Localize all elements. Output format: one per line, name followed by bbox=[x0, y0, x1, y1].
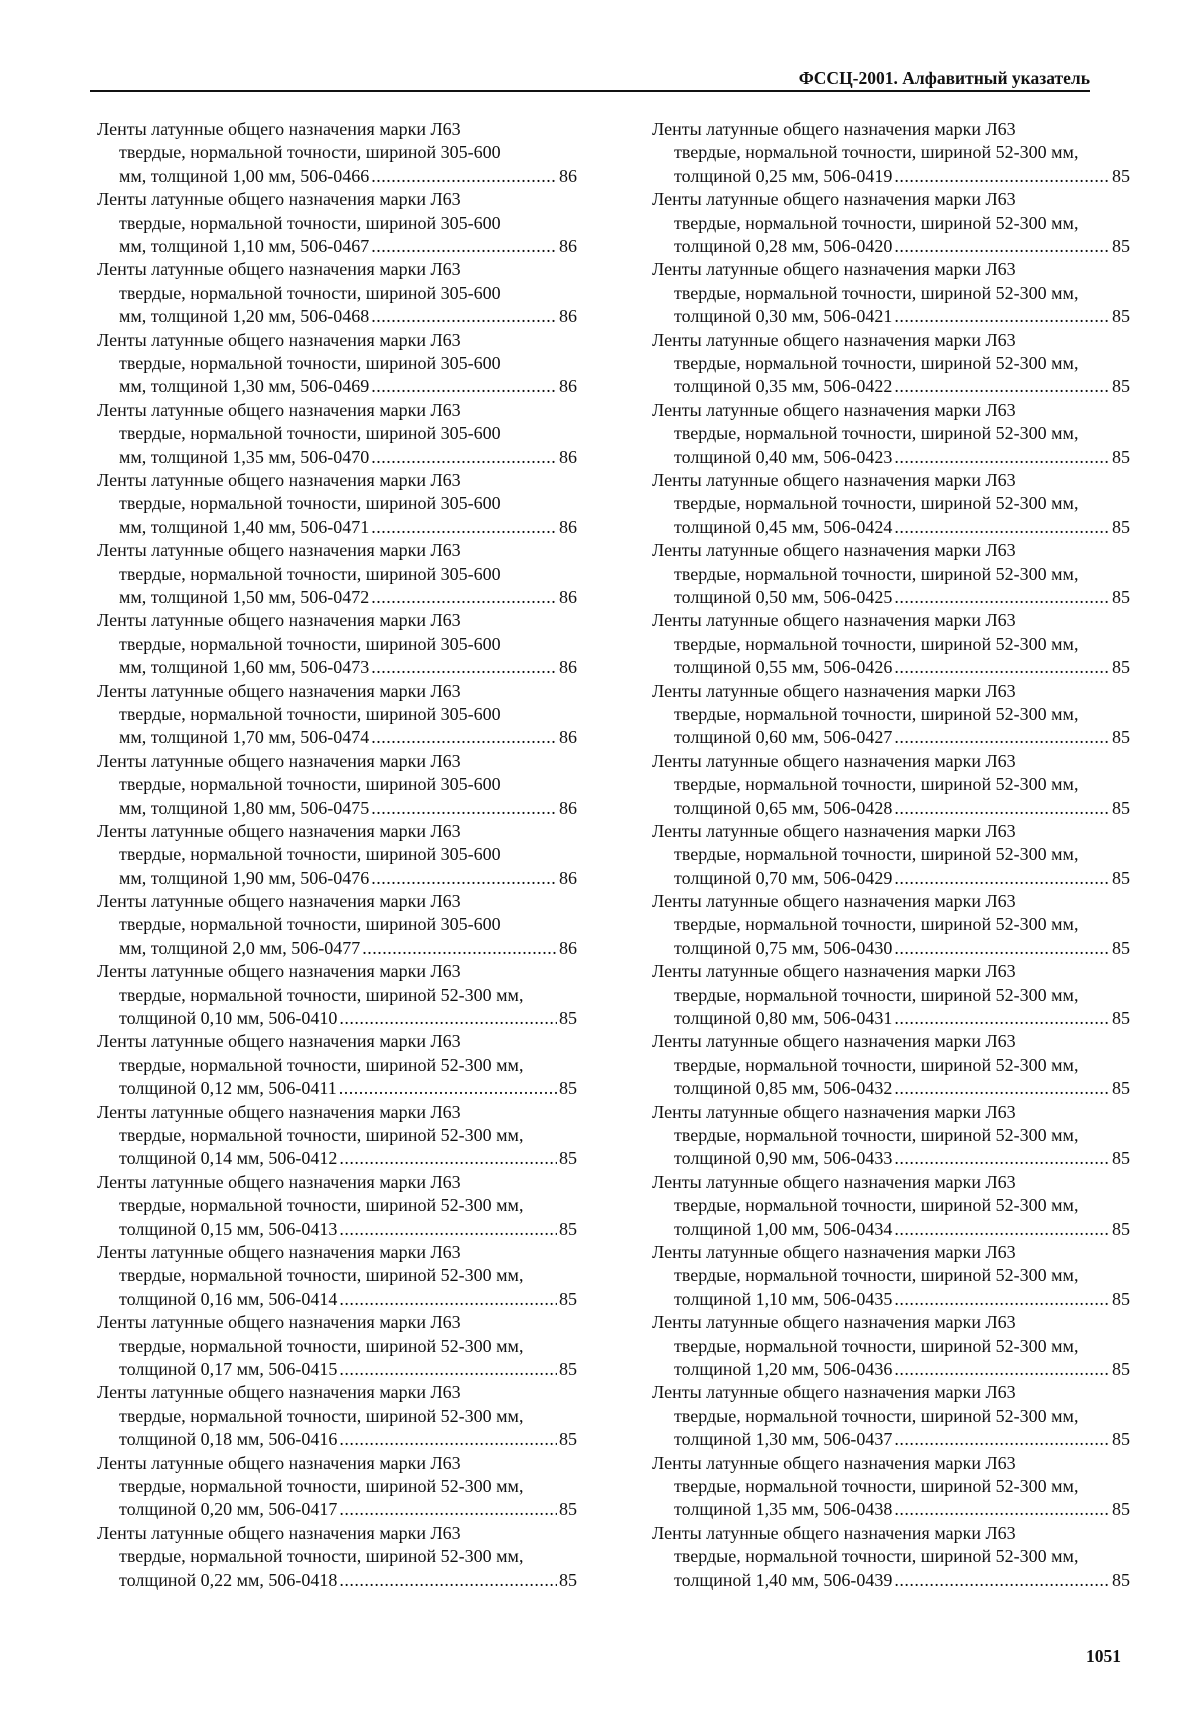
index-entry bbox=[652, 1171, 1130, 1241]
entry-text: толщиной 1,00 мм, 506-0434 bbox=[674, 1218, 893, 1239]
index-entry bbox=[97, 1241, 577, 1311]
dot-leader bbox=[371, 305, 557, 328]
index-entry bbox=[652, 680, 1130, 750]
dot-leader bbox=[339, 1007, 557, 1030]
dot-leader bbox=[894, 656, 1110, 679]
index-column-right bbox=[652, 118, 1130, 1592]
entry-line-1: Ленты латунные общего назначения марки Л63 bbox=[652, 1101, 1016, 1122]
dot-leader bbox=[371, 867, 557, 890]
entry-line-1: Ленты латунные общего назначения марки Л63 bbox=[97, 1101, 461, 1122]
index-entry bbox=[652, 539, 1130, 609]
dot-leader bbox=[894, 1569, 1110, 1592]
entry-line-2: твердые, нормальной точности, шириной 52-300 мм, bbox=[674, 352, 1079, 373]
entry-line-1: Ленты латунные общего назначения марки Л63 bbox=[652, 259, 1016, 280]
entry-text: мм, толщиной 1,30 мм, 506-0469 bbox=[119, 376, 370, 397]
page-number: 1051 bbox=[1086, 1646, 1121, 1666]
entry-line-1: Ленты латунные общего назначения марки Л63 bbox=[97, 961, 461, 982]
entry-line-2: твердые, нормальной точности, шириной 52-300 мм, bbox=[674, 844, 1079, 865]
entry-text: толщиной 0,30 мм, 506-0421 bbox=[674, 306, 893, 327]
entry-line-3 bbox=[97, 1498, 577, 1521]
dot-leader bbox=[894, 1218, 1110, 1241]
dot-leader bbox=[371, 165, 557, 188]
entry-line-3 bbox=[97, 375, 577, 398]
dot-leader bbox=[894, 1498, 1110, 1521]
entry-page-ref: 85 bbox=[1112, 1499, 1130, 1520]
entry-page-ref: 85 bbox=[559, 1288, 577, 1309]
entry-text: толщиной 0,18 мм, 506-0416 bbox=[119, 1429, 338, 1450]
entry-line-1: Ленты латунные общего назначения марки Л63 bbox=[97, 189, 461, 210]
entry-line-2: твердые, нормальной точности, шириной 305-600 bbox=[119, 563, 501, 584]
entry-line-3 bbox=[97, 1077, 577, 1100]
entry-line-2: твердые, нормальной точности, шириной 52-300 мм, bbox=[674, 774, 1079, 795]
entry-line-2: твердые, нормальной точности, шириной 52-300 мм, bbox=[674, 914, 1079, 935]
index-entry bbox=[652, 329, 1130, 399]
dot-leader bbox=[894, 1358, 1110, 1381]
entry-line-3 bbox=[97, 1358, 577, 1381]
entry-line-1: Ленты латунные общего назначения марки Л63 bbox=[97, 750, 461, 771]
dot-leader bbox=[371, 656, 557, 679]
dot-leader bbox=[339, 1077, 557, 1100]
entry-line-2: твердые, нормальной точности, шириной 52-300 мм, bbox=[674, 493, 1079, 514]
entry-line-3 bbox=[652, 235, 1130, 258]
entry-line-3 bbox=[97, 1569, 577, 1592]
entry-page-ref: 85 bbox=[559, 1078, 577, 1099]
entry-page-ref: 86 bbox=[559, 516, 577, 537]
entry-line-2: твердые, нормальной точности, шириной 52-300 мм, bbox=[119, 1054, 524, 1075]
dot-leader bbox=[894, 1288, 1110, 1311]
entry-line-3 bbox=[97, 1288, 577, 1311]
entry-line-1: Ленты латунные общего назначения марки Л63 bbox=[97, 680, 461, 701]
index-entry bbox=[652, 890, 1130, 960]
entry-line-1: Ленты латунные общего назначения марки Л63 bbox=[97, 469, 461, 490]
index-entry bbox=[652, 469, 1130, 539]
entry-line-2: твердые, нормальной точности, шириной 52-300 мм, bbox=[674, 423, 1079, 444]
entry-page-ref: 85 bbox=[1112, 236, 1130, 256]
entry-line-2: твердые, нормальной точности, шириной 52-300 мм, bbox=[119, 1546, 524, 1567]
entry-line-2: твердые, нормальной точности, шириной 305-600 bbox=[119, 844, 501, 865]
entry-line-1: Ленты латунные общего назначения марки Л63 bbox=[652, 820, 1016, 841]
entry-page-ref: 85 bbox=[1112, 516, 1130, 537]
entry-line-3 bbox=[652, 726, 1130, 749]
entry-page-ref: 85 bbox=[1112, 937, 1130, 958]
entry-line-3 bbox=[97, 235, 577, 258]
index-entry bbox=[97, 399, 577, 469]
entry-line-3 bbox=[652, 586, 1130, 609]
index-entry bbox=[97, 680, 577, 750]
index-entry bbox=[97, 820, 577, 890]
entry-line-1: Ленты латунные общего назначения марки Л63 bbox=[652, 961, 1016, 982]
dot-leader bbox=[894, 1077, 1110, 1100]
entry-line-1: Ленты латунные общего назначения марки Л63 bbox=[652, 189, 1016, 210]
dot-leader bbox=[894, 726, 1110, 749]
entry-line-1: Ленты латунные общего назначения марки Л63 bbox=[97, 891, 461, 912]
entry-page-ref: 85 bbox=[1112, 586, 1130, 607]
entry-text: мм, толщиной 1,35 мм, 506-0470 bbox=[119, 446, 370, 467]
entry-line-1: Ленты латунные общего назначения марки Л63 bbox=[97, 1242, 461, 1262]
entry-page-ref: 85 bbox=[1112, 1008, 1130, 1029]
entry-line-2: твердые, нормальной точности, шириной 52-300 мм, bbox=[119, 1475, 524, 1496]
index-entry bbox=[97, 960, 577, 1030]
entry-page-ref: 86 bbox=[559, 937, 577, 958]
index-entry bbox=[652, 1452, 1130, 1522]
entry-line-1: Ленты латунные общего назначения марки Л63 bbox=[652, 540, 1016, 561]
entry-line-1: Ленты латунные общего назначения марки Л63 bbox=[97, 119, 461, 139]
entry-text: толщиной 1,35 мм, 506-0438 bbox=[674, 1499, 893, 1520]
dot-leader bbox=[894, 797, 1110, 820]
entry-line-1: Ленты латунные общего назначения марки Л63 bbox=[652, 680, 1016, 701]
index-entry bbox=[652, 1030, 1130, 1100]
entry-page-ref: 86 bbox=[559, 165, 577, 186]
entry-line-1: Ленты латунные общего назначения марки Л63 bbox=[652, 891, 1016, 912]
entry-text: толщиной 0,50 мм, 506-0425 bbox=[674, 586, 893, 607]
index-entry bbox=[652, 258, 1130, 328]
entry-line-1: Ленты латунные общего назначения марки Л63 bbox=[652, 1522, 1016, 1543]
index-entry bbox=[97, 1311, 577, 1381]
entry-line-3 bbox=[97, 937, 577, 960]
entry-line-2: твердые, нормальной точности, шириной 52-300 мм, bbox=[674, 142, 1079, 163]
entry-page-ref: 85 bbox=[1112, 446, 1130, 467]
index-entry bbox=[652, 1101, 1130, 1171]
entry-line-2: твердые, нормальной точности, шириной 305-600 bbox=[119, 142, 501, 163]
entry-text: мм, толщиной 1,90 мм, 506-0476 bbox=[119, 867, 370, 888]
dot-leader bbox=[894, 375, 1110, 398]
entry-text: толщиной 0,10 мм, 506-0410 bbox=[119, 1008, 338, 1029]
dot-leader bbox=[894, 1147, 1110, 1170]
entry-line-3 bbox=[652, 937, 1130, 960]
entry-page-ref: 85 bbox=[1112, 1218, 1130, 1239]
entry-page-ref: 85 bbox=[1112, 867, 1130, 888]
entry-line-3 bbox=[652, 446, 1130, 469]
index-entry bbox=[97, 750, 577, 820]
entry-line-2: твердые, нормальной точности, шириной 52-300 мм, bbox=[119, 1125, 524, 1146]
entry-text: толщиной 0,16 мм, 506-0414 bbox=[119, 1288, 338, 1309]
entry-text: толщиной 0,20 мм, 506-0417 bbox=[119, 1499, 338, 1520]
entry-text: толщиной 1,30 мм, 506-0437 bbox=[674, 1429, 893, 1450]
entry-line-2: твердые, нормальной точности, шириной 52-300 мм, bbox=[674, 1405, 1079, 1426]
entry-page-ref: 86 bbox=[559, 797, 577, 818]
entry-line-1: Ленты латунные общего назначения марки Л63 bbox=[652, 1031, 1016, 1052]
dot-leader bbox=[894, 1428, 1110, 1451]
dot-leader bbox=[371, 516, 557, 539]
entry-text: мм, толщиной 1,20 мм, 506-0468 bbox=[119, 306, 370, 327]
index-entry bbox=[652, 399, 1130, 469]
dot-leader bbox=[894, 305, 1110, 328]
entry-page-ref: 85 bbox=[1112, 306, 1130, 327]
entry-page-ref: 85 bbox=[1112, 1148, 1130, 1169]
entry-line-1: Ленты латунные общего назначения марки Л63 bbox=[652, 1242, 1016, 1262]
dot-leader bbox=[339, 1288, 557, 1311]
entry-line-3 bbox=[97, 656, 577, 679]
index-entry bbox=[97, 1452, 577, 1522]
entry-line-1: Ленты латунные общего назначения марки Л63 bbox=[652, 1312, 1016, 1333]
entry-line-2: твердые, нормальной точности, шириной 52-300 мм, bbox=[119, 1405, 524, 1426]
entry-line-3 bbox=[97, 1428, 577, 1451]
dot-leader bbox=[371, 375, 557, 398]
dot-leader bbox=[894, 516, 1110, 539]
entry-page-ref: 86 bbox=[559, 657, 577, 678]
index-entry bbox=[652, 1241, 1130, 1311]
entry-page-ref: 85 bbox=[1112, 727, 1130, 748]
entry-line-2: твердые, нормальной точности, шириной 52-300 мм, bbox=[674, 1125, 1079, 1146]
entry-line-2: твердые, нормальной точности, шириной 52-300 мм, bbox=[674, 633, 1079, 654]
index-entry bbox=[97, 1101, 577, 1171]
entry-line-1: Ленты латунные общего назначения марки Л63 bbox=[97, 1312, 461, 1333]
index-column-left bbox=[97, 118, 577, 1592]
index-entry bbox=[652, 1381, 1130, 1451]
entry-line-1: Ленты латунные общего назначения марки Л63 bbox=[652, 119, 1016, 139]
entry-line-3 bbox=[652, 867, 1130, 890]
index-entry bbox=[97, 469, 577, 539]
entry-line-3 bbox=[97, 726, 577, 749]
entry-text: толщиной 0,45 мм, 506-0424 bbox=[674, 516, 893, 537]
entry-page-ref: 85 bbox=[1112, 1359, 1130, 1379]
entry-line-3 bbox=[97, 1007, 577, 1030]
entry-line-3 bbox=[652, 1218, 1130, 1241]
entry-line-2: твердые, нормальной точности, шириной 305-600 bbox=[119, 352, 501, 373]
index-entry bbox=[97, 118, 577, 188]
entry-line-1: Ленты латунные общего назначения марки Л63 bbox=[97, 610, 461, 631]
entry-page-ref: 86 bbox=[559, 727, 577, 748]
entry-page-ref: 85 bbox=[559, 1008, 577, 1029]
entry-line-3 bbox=[652, 165, 1130, 188]
entry-line-3 bbox=[97, 1218, 577, 1241]
entry-text: толщиной 0,17 мм, 506-0415 bbox=[119, 1359, 338, 1379]
header-title: ФССЦ-2001. Алфавитный указатель bbox=[798, 68, 1090, 88]
entry-page-ref: 85 bbox=[1112, 165, 1130, 186]
entry-page-ref: 85 bbox=[1112, 797, 1130, 818]
entry-line-1: Ленты латунные общего назначения марки Л63 bbox=[97, 1522, 461, 1543]
entry-page-ref: 85 bbox=[1112, 1078, 1130, 1099]
entry-line-3 bbox=[652, 1077, 1130, 1100]
entry-page-ref: 85 bbox=[559, 1359, 577, 1379]
entry-line-1: Ленты латунные общего назначения марки Л63 bbox=[97, 1452, 461, 1473]
dot-leader bbox=[371, 586, 557, 609]
entry-line-1: Ленты латунные общего назначения марки Л63 bbox=[97, 259, 461, 280]
entry-line-1: Ленты латунные общего назначения марки Л63 bbox=[97, 820, 461, 841]
entry-line-3 bbox=[652, 1428, 1130, 1451]
entry-page-ref: 85 bbox=[559, 1429, 577, 1450]
index-entry bbox=[652, 960, 1130, 1030]
entry-page-ref: 86 bbox=[559, 236, 577, 256]
entry-line-3 bbox=[97, 586, 577, 609]
entry-text: толщиной 0,75 мм, 506-0430 bbox=[674, 937, 893, 958]
entry-line-3 bbox=[97, 446, 577, 469]
entry-line-1: Ленты латунные общего назначения марки Л63 bbox=[97, 329, 461, 350]
entry-line-3 bbox=[97, 516, 577, 539]
entry-text: толщиной 0,28 мм, 506-0420 bbox=[674, 236, 893, 256]
entry-page-ref: 85 bbox=[559, 1218, 577, 1239]
entry-line-2: твердые, нормальной точности, шириной 52-300 мм, bbox=[119, 1265, 524, 1286]
dot-leader bbox=[894, 165, 1110, 188]
dot-leader bbox=[894, 937, 1110, 960]
entry-text: мм, толщиной 1,70 мм, 506-0474 bbox=[119, 727, 370, 748]
entry-line-3 bbox=[652, 305, 1130, 328]
entry-line-1: Ленты латунные общего назначения марки Л63 bbox=[97, 1031, 461, 1052]
entry-text: толщиной 0,55 мм, 506-0426 bbox=[674, 657, 893, 678]
entry-line-1: Ленты латунные общего назначения марки Л63 bbox=[97, 1171, 461, 1192]
entry-line-3 bbox=[97, 1147, 577, 1170]
index-entry bbox=[97, 329, 577, 399]
entry-line-3 bbox=[97, 867, 577, 890]
entry-text: толщиной 0,40 мм, 506-0423 bbox=[674, 446, 893, 467]
entry-line-2: твердые, нормальной точности, шириной 52-300 мм, bbox=[674, 1475, 1079, 1496]
entry-line-2: твердые, нормальной точности, шириной 52-300 мм, bbox=[119, 1195, 524, 1216]
index-entry bbox=[97, 1522, 577, 1592]
dot-leader bbox=[339, 1147, 557, 1170]
index-entry bbox=[97, 1171, 577, 1241]
index-entry bbox=[97, 609, 577, 679]
entry-line-1: Ленты латунные общего назначения марки Л63 bbox=[652, 610, 1016, 631]
entry-page-ref: 86 bbox=[559, 586, 577, 607]
dot-leader bbox=[894, 446, 1110, 469]
entry-line-2: твердые, нормальной точности, шириной 52-300 мм, bbox=[674, 984, 1079, 1005]
entry-line-2: твердые, нормальной точности, шириной 305-600 bbox=[119, 493, 501, 514]
entry-text: мм, толщиной 1,00 мм, 506-0466 bbox=[119, 165, 370, 186]
entry-text: толщиной 0,90 мм, 506-0433 bbox=[674, 1148, 893, 1169]
entry-line-3 bbox=[652, 1288, 1130, 1311]
entry-line-3 bbox=[97, 305, 577, 328]
index-entry bbox=[97, 188, 577, 258]
entry-page-ref: 85 bbox=[1112, 1569, 1130, 1590]
entry-line-2: твердые, нормальной точности, шириной 305-600 bbox=[119, 703, 501, 724]
entry-line-3 bbox=[652, 1569, 1130, 1592]
entry-text: толщиной 0,12 мм, 506-0411 bbox=[119, 1078, 337, 1099]
entry-line-2: твердые, нормальной точности, шириной 305-600 bbox=[119, 774, 501, 795]
entry-line-2: твердые, нормальной точности, шириной 52-300 мм, bbox=[674, 563, 1079, 584]
entry-line-2: твердые, нормальной точности, шириной 52-300 мм, bbox=[674, 1195, 1079, 1216]
dot-leader bbox=[339, 1569, 557, 1592]
index-entry bbox=[97, 539, 577, 609]
index-entry bbox=[652, 750, 1130, 820]
dot-leader bbox=[371, 797, 557, 820]
dot-leader bbox=[339, 1218, 557, 1241]
entry-line-3 bbox=[652, 1007, 1130, 1030]
entry-line-3 bbox=[652, 375, 1130, 398]
entry-line-3 bbox=[652, 516, 1130, 539]
entry-text: толщиной 0,35 мм, 506-0422 bbox=[674, 376, 893, 397]
entry-text: мм, толщиной 2,0 мм, 506-0477 bbox=[119, 937, 361, 958]
entry-line-1: Ленты латунные общего назначения марки Л63 bbox=[652, 1452, 1016, 1473]
entry-line-2: твердые, нормальной точности, шириной 52-300 мм, bbox=[119, 1335, 524, 1356]
index-entry bbox=[652, 820, 1130, 890]
dot-leader bbox=[894, 586, 1110, 609]
entry-line-2: твердые, нормальной точности, шириной 52-300 мм, bbox=[674, 703, 1079, 724]
index-entry bbox=[652, 118, 1130, 188]
dot-leader bbox=[371, 726, 557, 749]
index-entry bbox=[97, 1030, 577, 1100]
entry-page-ref: 86 bbox=[559, 306, 577, 327]
index-entry bbox=[97, 258, 577, 328]
index-entry bbox=[652, 188, 1130, 258]
entry-text: толщиной 1,20 мм, 506-0436 bbox=[674, 1359, 893, 1379]
dot-leader bbox=[894, 235, 1110, 258]
entry-line-3 bbox=[652, 1358, 1130, 1381]
entry-line-2: твердые, нормальной точности, шириной 305-600 bbox=[119, 282, 501, 303]
entry-line-2: твердые, нормальной точности, шириной 52-300 мм, bbox=[674, 1546, 1079, 1567]
entry-text: мм, толщиной 1,40 мм, 506-0471 bbox=[119, 516, 370, 537]
entry-text: толщиной 1,40 мм, 506-0439 bbox=[674, 1569, 893, 1590]
entry-line-3 bbox=[652, 1498, 1130, 1521]
entry-line-1: Ленты латунные общего назначения марки Л63 bbox=[652, 1171, 1016, 1192]
entry-page-ref: 86 bbox=[559, 446, 577, 467]
entry-text: толщиной 0,25 мм, 506-0419 bbox=[674, 165, 893, 186]
entry-line-1: Ленты латунные общего назначения марки Л63 bbox=[97, 540, 461, 561]
index-entry bbox=[652, 1522, 1130, 1592]
dot-leader bbox=[339, 1358, 557, 1381]
entry-line-1: Ленты латунные общего назначения марки Л63 bbox=[652, 750, 1016, 771]
entry-text: толщиной 0,60 мм, 506-0427 bbox=[674, 727, 893, 748]
entry-line-1: Ленты латунные общего назначения марки Л63 bbox=[97, 399, 461, 420]
entry-line-3 bbox=[652, 656, 1130, 679]
entry-page-ref: 85 bbox=[1112, 376, 1130, 397]
entry-line-2: твердые, нормальной точности, шириной 305-600 bbox=[119, 423, 501, 444]
entry-page-ref: 86 bbox=[559, 867, 577, 888]
entry-line-2: твердые, нормальной точности, шириной 305-600 bbox=[119, 633, 501, 654]
dot-leader bbox=[371, 235, 557, 258]
entry-text: толщиной 0,70 мм, 506-0429 bbox=[674, 867, 893, 888]
dot-leader bbox=[894, 1007, 1110, 1030]
entry-page-ref: 85 bbox=[559, 1148, 577, 1169]
entry-text: толщиной 1,10 мм, 506-0435 bbox=[674, 1288, 893, 1309]
entry-line-2: твердые, нормальной точности, шириной 52-300 мм, bbox=[674, 212, 1079, 233]
page-header bbox=[90, 66, 1090, 92]
entry-text: мм, толщиной 1,80 мм, 506-0475 bbox=[119, 797, 370, 818]
index-entry bbox=[652, 1311, 1130, 1381]
dot-leader bbox=[894, 867, 1110, 890]
entry-text: толщиной 0,14 мм, 506-0412 bbox=[119, 1148, 338, 1169]
dot-leader bbox=[339, 1428, 557, 1451]
entry-text: мм, толщиной 1,60 мм, 506-0473 bbox=[119, 657, 370, 678]
entry-line-2: твердые, нормальной точности, шириной 52-300 мм, bbox=[119, 984, 524, 1005]
entry-line-3 bbox=[652, 797, 1130, 820]
dot-leader bbox=[339, 1498, 557, 1521]
entry-text: толщиной 0,22 мм, 506-0418 bbox=[119, 1569, 338, 1590]
entry-line-2: твердые, нормальной точности, шириной 305-600 bbox=[119, 212, 501, 233]
entry-page-ref: 86 bbox=[559, 376, 577, 397]
entry-line-3 bbox=[97, 165, 577, 188]
entry-line-3 bbox=[97, 797, 577, 820]
dot-leader bbox=[371, 446, 557, 469]
entry-line-2: твердые, нормальной точности, шириной 52-300 мм, bbox=[674, 1054, 1079, 1075]
entry-text: мм, толщиной 1,50 мм, 506-0472 bbox=[119, 586, 370, 607]
entry-line-2: твердые, нормальной точности, шириной 305-600 bbox=[119, 914, 501, 935]
entry-text: толщиной 0,85 мм, 506-0432 bbox=[674, 1078, 893, 1099]
entry-line-1: Ленты латунные общего назначения марки Л63 bbox=[652, 399, 1016, 420]
entry-line-1: Ленты латунные общего назначения марки Л63 bbox=[97, 1382, 461, 1403]
index-entry bbox=[97, 890, 577, 960]
entry-line-1: Ленты латунные общего назначения марки Л63 bbox=[652, 1382, 1016, 1403]
entry-page-ref: 85 bbox=[559, 1569, 577, 1590]
index-entry bbox=[652, 609, 1130, 679]
entry-line-3 bbox=[652, 1147, 1130, 1170]
entry-text: толщиной 0,80 мм, 506-0431 bbox=[674, 1008, 893, 1029]
entry-text: толщиной 0,15 мм, 506-0413 bbox=[119, 1218, 338, 1239]
entry-page-ref: 85 bbox=[1112, 1288, 1130, 1309]
entry-text: толщиной 0,65 мм, 506-0428 bbox=[674, 797, 893, 818]
entry-line-1: Ленты латунные общего назначения марки Л63 bbox=[652, 329, 1016, 350]
entry-line-1: Ленты латунные общего назначения марки Л63 bbox=[652, 469, 1016, 490]
entry-line-2: твердые, нормальной точности, шириной 52-300 мм, bbox=[674, 282, 1079, 303]
entry-page-ref: 85 bbox=[1112, 657, 1130, 678]
entry-page-ref: 85 bbox=[559, 1499, 577, 1520]
entry-page-ref: 85 bbox=[1112, 1429, 1130, 1450]
dot-leader bbox=[362, 937, 557, 960]
index-entry bbox=[97, 1381, 577, 1451]
entry-line-2: твердые, нормальной точности, шириной 52-300 мм, bbox=[674, 1265, 1079, 1286]
entry-line-2: твердые, нормальной точности, шириной 52-300 мм, bbox=[674, 1335, 1079, 1356]
entry-text: мм, толщиной 1,10 мм, 506-0467 bbox=[119, 236, 370, 256]
